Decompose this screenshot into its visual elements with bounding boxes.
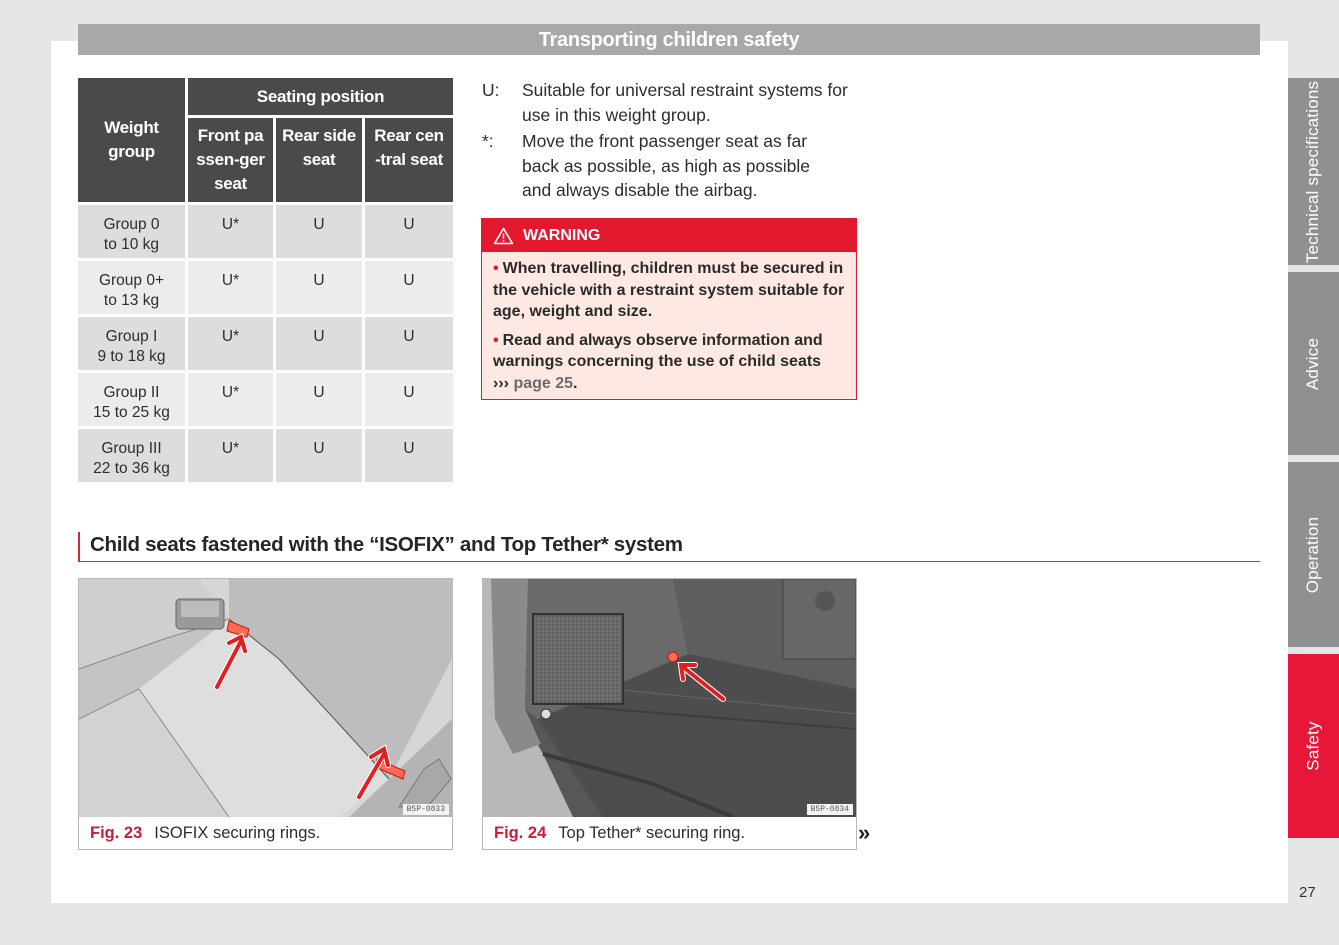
header-rear-side	[276, 118, 362, 202]
cell-value: U	[403, 272, 415, 289]
cell-value: U	[403, 328, 415, 345]
col-front-label: Front passen-ger seat	[196, 126, 265, 193]
tab-advice[interactable]	[1288, 272, 1339, 455]
chapter-title: Transporting children safety	[538, 29, 800, 51]
legend-item-asterisk	[482, 129, 862, 203]
punctuation: .	[573, 374, 578, 392]
group-range: to 13 kg	[103, 292, 160, 309]
header-seating-label: Seating position	[256, 86, 385, 106]
tab-label: Operation	[1303, 516, 1323, 593]
cell-front	[188, 261, 273, 314]
cell-value: U	[313, 328, 325, 345]
group-range: to 10 kg	[103, 236, 160, 253]
warning-item-text: Read and always observe information and warnings concerning the use of child seats	[493, 331, 823, 371]
page-number: 27	[1299, 884, 1316, 901]
isofix-seat-image	[79, 579, 452, 817]
cell-front	[188, 429, 273, 482]
figure-caption	[79, 817, 452, 850]
section-heading	[78, 532, 1260, 562]
tab-technical-specifications[interactable]	[1288, 78, 1339, 265]
continue-arrow-icon: »	[858, 820, 871, 845]
cell-rear-side	[276, 317, 362, 370]
warning-item	[493, 258, 846, 323]
figure-24	[482, 578, 857, 850]
warning-title: WARNING	[523, 226, 601, 244]
group-range: 15 to 25 kg	[93, 404, 170, 421]
table-row-group-0	[78, 205, 185, 258]
cell-value: U*	[221, 440, 240, 457]
legend-key: *:	[482, 131, 494, 151]
group-name: Group 0	[103, 216, 160, 233]
cell-rear-central	[365, 317, 453, 370]
bullet-icon: •	[493, 260, 499, 277]
cell-front	[188, 205, 273, 258]
header-rear-central	[365, 118, 453, 202]
cell-front	[188, 373, 273, 426]
cell-value: U	[313, 216, 325, 233]
cell-value: U	[403, 384, 415, 401]
warning-header	[482, 219, 856, 252]
cell-value: U	[313, 440, 325, 457]
cell-front	[188, 317, 273, 370]
cell-rear-central	[365, 429, 453, 482]
table-row-group-3	[78, 429, 185, 482]
table-row-group-1	[78, 317, 185, 370]
tab-operation[interactable]	[1288, 462, 1339, 647]
group-range: 22 to 36 kg	[93, 460, 170, 477]
figure-number: Fig. 23	[90, 824, 143, 842]
warning-body	[482, 252, 856, 395]
cell-value: U	[403, 440, 415, 457]
figure-caption-text: ISOFIX securing rings.	[154, 824, 321, 842]
cell-value: U	[313, 384, 325, 401]
bullet-icon: •	[493, 331, 499, 349]
section-heading-text: Child seats fastened with the “ISOFIX” and Top Tether* system	[90, 533, 683, 556]
header-seating-position	[188, 78, 453, 115]
cell-value: U*	[221, 328, 240, 345]
warning-triangle-icon	[493, 227, 514, 245]
cell-rear-side	[276, 429, 362, 482]
table-row-group-2	[78, 373, 185, 426]
legend-text: Move the front passenger seat as far back as possible, as high as possible and always disable the airbag.	[522, 131, 810, 200]
isofix-illustration	[79, 579, 452, 817]
legend-text: Suitable for universal restraint systems for use in this weight group.	[522, 80, 848, 125]
figure-number: Fig. 24	[494, 824, 547, 842]
link-arrow-icon: ›››	[493, 374, 509, 392]
cell-value: U*	[221, 272, 240, 289]
cell-rear-central	[365, 261, 453, 314]
cell-value: U*	[221, 216, 240, 233]
legend-key: U:	[482, 80, 500, 100]
cell-value: U	[313, 272, 325, 289]
legend-item-u	[482, 78, 862, 127]
table-row-group-0plus	[78, 261, 185, 314]
warning-item	[493, 330, 846, 395]
table-legend	[482, 78, 862, 205]
group-range: 9 to 18 kg	[97, 348, 166, 365]
figure-code: B5P-0834	[807, 804, 853, 815]
group-name: Group III	[101, 440, 162, 457]
tab-label: Advice	[1303, 337, 1323, 390]
top-tether-trunk-image	[483, 579, 856, 817]
cell-rear-side	[276, 205, 362, 258]
warning-box	[481, 218, 857, 400]
top-tether-illustration	[483, 579, 856, 817]
cell-value: U	[403, 216, 415, 233]
warning-item-text: When travelling, children must be secured in the vehicle with a restraint system suitable for age, weight and size.	[493, 260, 845, 321]
cell-rear-central	[365, 205, 453, 258]
figure-caption	[483, 817, 856, 850]
page-link-text[interactable]: page 25	[513, 374, 574, 392]
col-rear-side-label: Rear side seat	[282, 126, 356, 169]
figure-caption-text: Top Tether* securing ring.	[558, 824, 746, 842]
figure-23	[78, 578, 453, 850]
group-name: Group 0+	[98, 272, 165, 289]
chapter-title-bar	[78, 24, 1260, 55]
tab-label: Safety	[1303, 721, 1323, 771]
cell-value: U*	[221, 384, 240, 401]
cell-rear-central	[365, 373, 453, 426]
tab-safety[interactable]	[1288, 654, 1339, 838]
page-link[interactable]	[493, 375, 573, 392]
cell-rear-side	[276, 373, 362, 426]
group-name: Group I	[105, 328, 158, 345]
header-weight-group-label: Weight group	[104, 118, 159, 161]
col-rear-central-label: Rear cen-tral seat	[374, 126, 444, 169]
header-weight-group	[78, 78, 185, 202]
figure-code: B5P-0833	[403, 804, 449, 815]
group-name: Group II	[103, 384, 160, 401]
cell-rear-side	[276, 261, 362, 314]
tab-label: Technical specifications	[1303, 80, 1323, 263]
header-front-passenger	[188, 118, 273, 202]
